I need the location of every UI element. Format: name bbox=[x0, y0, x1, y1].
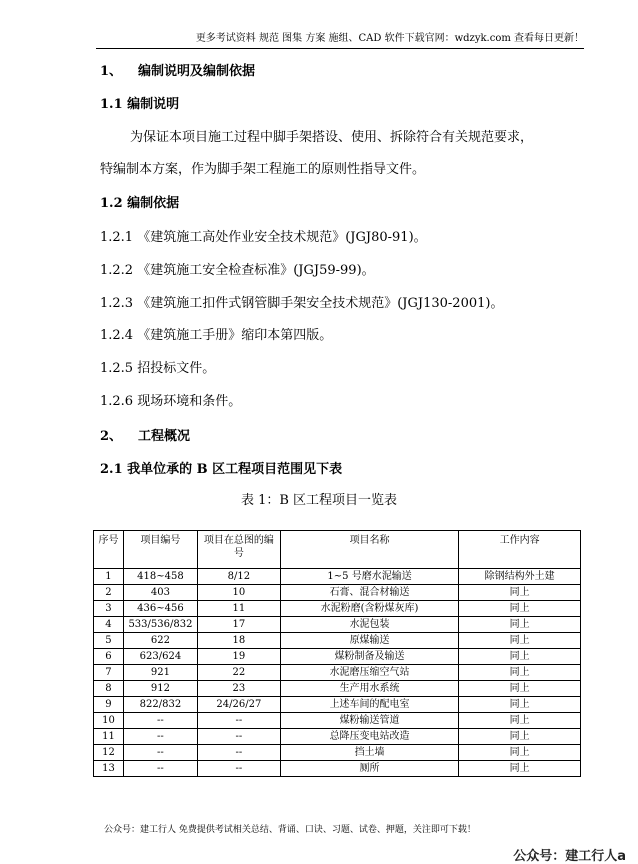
section-2-1-heading: 2.1 我单位承的 B 区工程项目范围见下表 bbox=[100, 462, 343, 477]
table-cell: 原煤输送 bbox=[280, 633, 459, 649]
table-cell: 822/832 bbox=[123, 697, 197, 713]
table-cell: 912 bbox=[123, 681, 197, 697]
section-1-2-heading: 1.2 编制依据 bbox=[100, 196, 180, 211]
table-cell: 13 bbox=[94, 761, 124, 777]
table-row bbox=[94, 681, 581, 697]
table-cell: -- bbox=[197, 729, 280, 745]
section-1-heading bbox=[100, 60, 255, 79]
table-cell: -- bbox=[123, 729, 197, 745]
table-cell: 总降压变电站改造 bbox=[280, 729, 459, 745]
table-row bbox=[94, 729, 581, 745]
table-cell: 煤粉输送管道 bbox=[280, 713, 459, 729]
table-cell: 挡土墙 bbox=[280, 745, 459, 761]
header-rule bbox=[96, 48, 584, 49]
header-cell: 项目名称 bbox=[280, 531, 459, 569]
table-header-row bbox=[94, 531, 581, 569]
table-cell: 11 bbox=[94, 729, 124, 745]
table-cell: 水泥磨压缩空气站 bbox=[280, 665, 459, 681]
table-cell: 水泥粉磨(含粉煤灰库) bbox=[280, 601, 459, 617]
table-cell: -- bbox=[123, 761, 197, 777]
table-cell: 436~456 bbox=[123, 601, 197, 617]
table-cell: 1 bbox=[94, 569, 124, 585]
table-cell: 10 bbox=[197, 585, 280, 601]
table-caption: 表 1：B 区工程项目一览表 bbox=[240, 493, 398, 508]
table-row bbox=[94, 697, 581, 713]
paragraph-line-1: 为保证本项目施工过程中脚手架搭设、使用、拆除符合有关规范要求， bbox=[130, 130, 534, 145]
table-cell: 11 bbox=[197, 601, 280, 617]
section-1-title: 编制说明及编制依据 bbox=[138, 64, 256, 79]
header-cell: 项目编号 bbox=[123, 531, 197, 569]
table-cell: 厕所 bbox=[280, 761, 459, 777]
table-row bbox=[94, 617, 581, 633]
section-2-heading bbox=[100, 425, 190, 444]
table-cell: 同上 bbox=[459, 697, 581, 713]
project-table bbox=[93, 530, 581, 777]
watermark: 公众号：建工行人a bbox=[513, 849, 626, 864]
table-cell: -- bbox=[197, 745, 280, 761]
reference-item: 1.2.5 招投标文件。 bbox=[100, 361, 216, 376]
table-cell: 6 bbox=[94, 649, 124, 665]
table-cell: 4 bbox=[94, 617, 124, 633]
table-cell: 533/536/832 bbox=[123, 617, 197, 633]
table-cell: 8 bbox=[94, 681, 124, 697]
table-row bbox=[94, 633, 581, 649]
header-cell: 项目在总图的编号 bbox=[197, 531, 280, 569]
table-cell: 5 bbox=[94, 633, 124, 649]
table-body bbox=[94, 569, 581, 777]
table-cell: 同上 bbox=[459, 745, 581, 761]
table-cell: 同上 bbox=[459, 713, 581, 729]
table-cell: 同上 bbox=[459, 665, 581, 681]
table-row bbox=[94, 761, 581, 777]
table-cell: 622 bbox=[123, 633, 197, 649]
header-cell: 工作内容 bbox=[459, 531, 581, 569]
table-cell: 同上 bbox=[459, 633, 581, 649]
table-cell: 10 bbox=[94, 713, 124, 729]
table-cell: 921 bbox=[123, 665, 197, 681]
table-cell: 23 bbox=[197, 681, 280, 697]
table-cell: -- bbox=[197, 713, 280, 729]
paragraph-line-2: 特编制本方案，作为脚手架工程施工的原则性指导文件。 bbox=[100, 162, 426, 177]
table-cell: -- bbox=[123, 745, 197, 761]
table-cell: 623/624 bbox=[123, 649, 197, 665]
table-cell: 同上 bbox=[459, 585, 581, 601]
section-1-number: 1、 bbox=[100, 64, 123, 79]
table-cell: 煤粉制备及输送 bbox=[280, 649, 459, 665]
table-cell: 22 bbox=[197, 665, 280, 681]
page-footer: 公众号：建工行人 免费提供考试相关总结、背诵、口诀、习题、试卷、押题，关注即可下载！ bbox=[104, 825, 476, 835]
table-cell: 19 bbox=[197, 649, 280, 665]
table-cell: 同上 bbox=[459, 761, 581, 777]
table-cell: 12 bbox=[94, 745, 124, 761]
header-cell: 序号 bbox=[94, 531, 124, 569]
section-1-1-heading: 1.1 编制说明 bbox=[100, 97, 180, 112]
table-cell: 9 bbox=[94, 697, 124, 713]
table-row bbox=[94, 601, 581, 617]
section-2-number: 2、 bbox=[100, 429, 123, 444]
table-cell: 403 bbox=[123, 585, 197, 601]
table-row bbox=[94, 745, 581, 761]
reference-item: 1.2.2 《建筑施工安全检查标准》(JGJ59-99)。 bbox=[100, 263, 375, 278]
table-row bbox=[94, 585, 581, 601]
table-cell: 同上 bbox=[459, 617, 581, 633]
reference-item: 1.2.1 《建筑施工高处作业安全技术规范》(JGJ80-91)。 bbox=[100, 230, 427, 245]
table-cell: 8/12 bbox=[197, 569, 280, 585]
table-row bbox=[94, 569, 581, 585]
table-cell: 同上 bbox=[459, 601, 581, 617]
table-row bbox=[94, 713, 581, 729]
reference-item: 1.2.3 《建筑施工扣件式钢管脚手架安全技术规范》(JGJ130-2001)。 bbox=[100, 296, 504, 311]
table-cell: 18 bbox=[197, 633, 280, 649]
table-cell: -- bbox=[197, 761, 280, 777]
table-cell: 7 bbox=[94, 665, 124, 681]
table-cell: 石膏、混合材输送 bbox=[280, 585, 459, 601]
table-cell: 1~5 号磨水泥输送 bbox=[280, 569, 459, 585]
table-cell: 24/26/27 bbox=[197, 697, 280, 713]
table-cell: 3 bbox=[94, 601, 124, 617]
table-row bbox=[94, 665, 581, 681]
table-cell: 生产用水系统 bbox=[280, 681, 459, 697]
table-cell: -- bbox=[123, 713, 197, 729]
table-cell: 同上 bbox=[459, 681, 581, 697]
reference-item: 1.2.4 《建筑施工手册》缩印本第四版。 bbox=[100, 328, 333, 343]
table-cell: 17 bbox=[197, 617, 280, 633]
table-cell: 除钢结构外土建 bbox=[459, 569, 581, 585]
table-cell: 上述车间的配电室 bbox=[280, 697, 459, 713]
table-row bbox=[94, 649, 581, 665]
table-cell: 同上 bbox=[459, 649, 581, 665]
table-cell: 2 bbox=[94, 585, 124, 601]
page-header: 更多考试资料 规范 图集 方案 施组、CAD 软件下载官网：wdzyk.com 查看每日更新！ bbox=[195, 33, 584, 44]
table-cell: 同上 bbox=[459, 729, 581, 745]
table-cell: 418~458 bbox=[123, 569, 197, 585]
table-cell: 水泥包装 bbox=[280, 617, 459, 633]
reference-item: 1.2.6 现场环境和条件。 bbox=[100, 394, 242, 409]
section-2-title: 工程概况 bbox=[138, 429, 191, 444]
